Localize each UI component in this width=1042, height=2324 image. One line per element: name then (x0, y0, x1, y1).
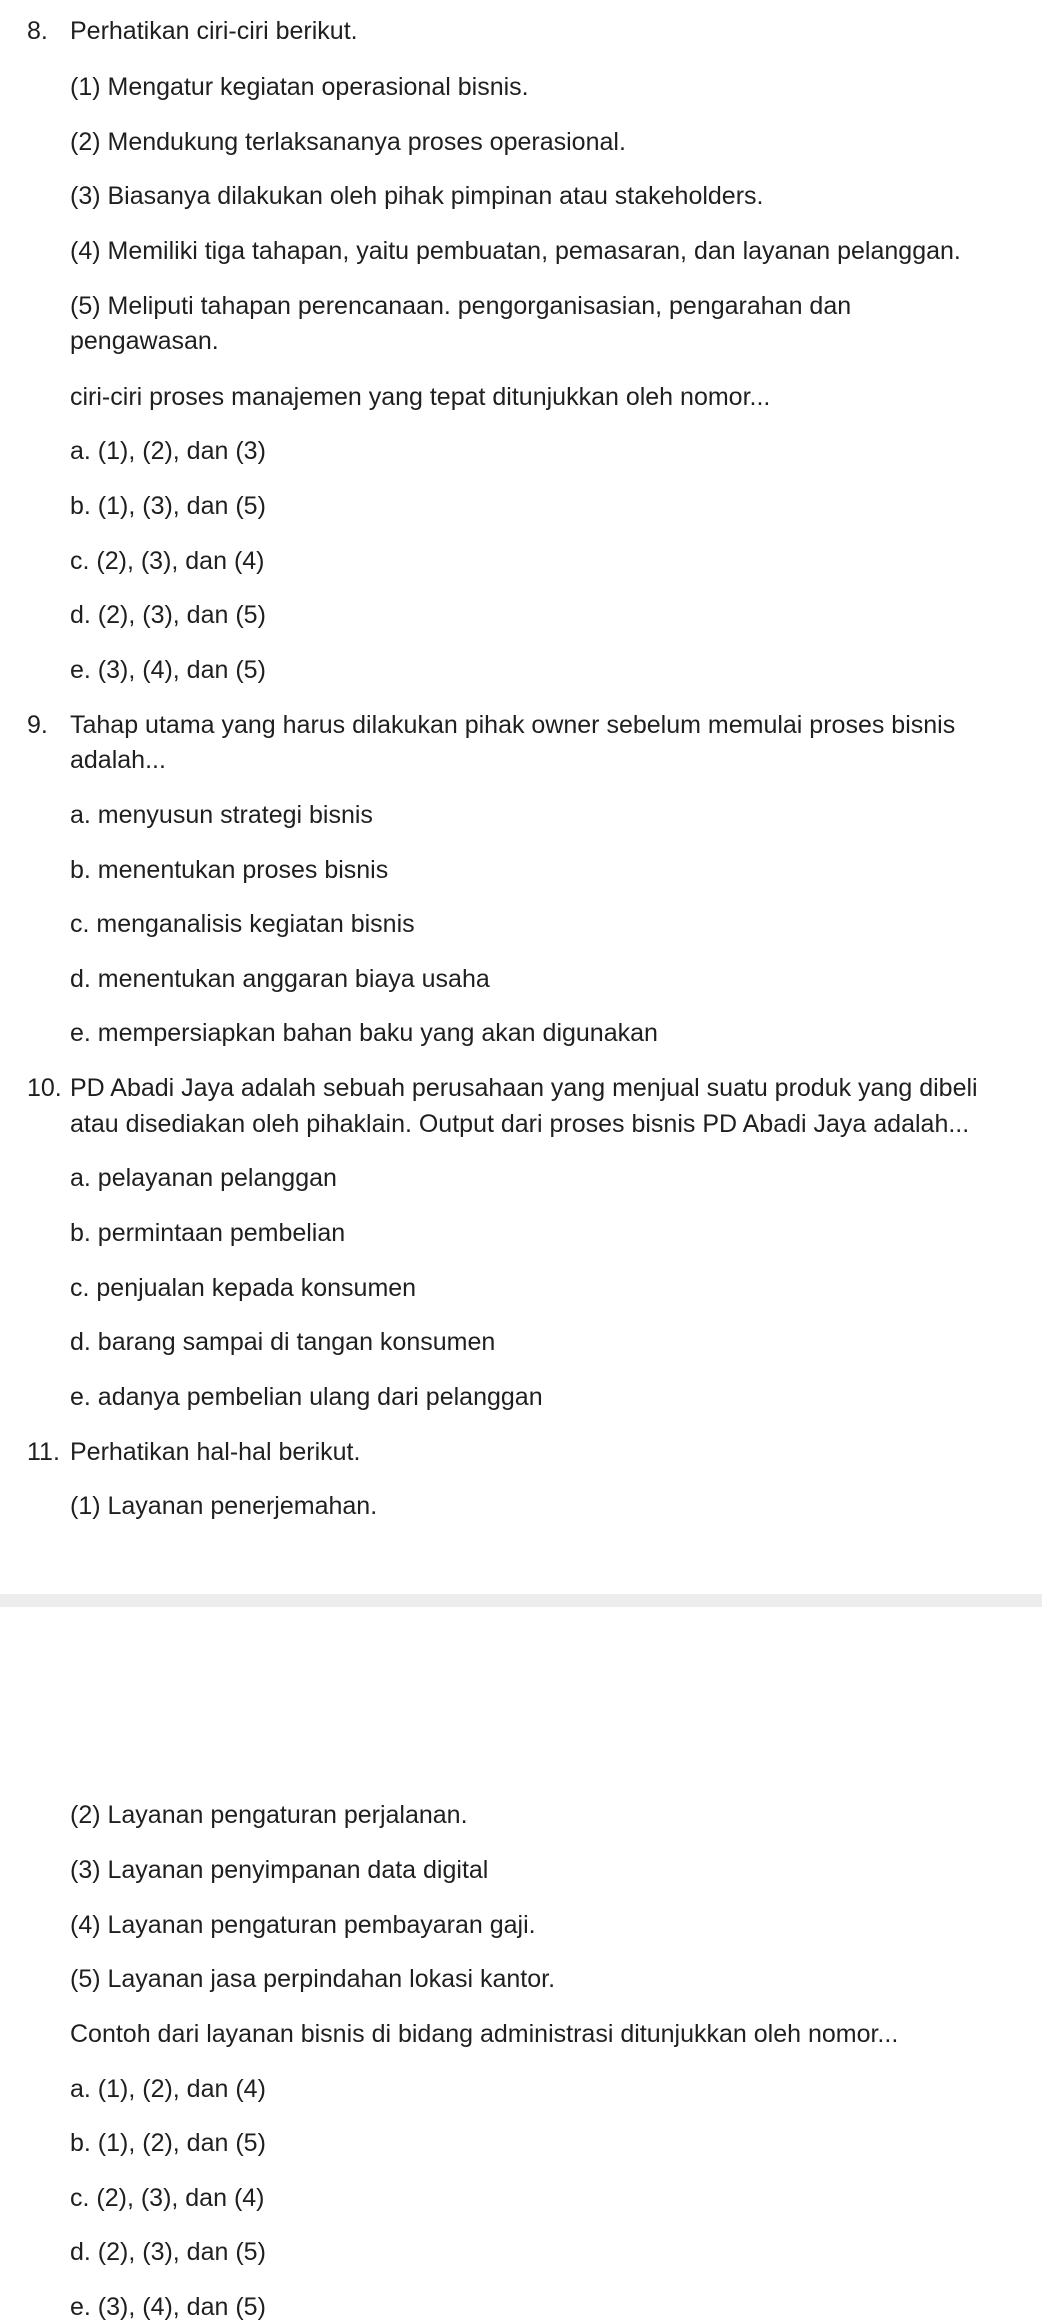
answer-option: a. (1), (2), dan (3) (70, 437, 266, 465)
question-number: 10. (27, 1074, 62, 1102)
answer-option: c. penjualan kepada konsumen (70, 1274, 417, 1302)
answer-option: e. mempersiapkan bahan baku yang akan digunakan (70, 1019, 658, 1047)
answer-option: b. (1), (3), dan (5) (70, 492, 266, 520)
statement: (3) Layanan penyimpanan data digital (70, 1856, 489, 1884)
question-number: 11. (27, 1438, 60, 1466)
answer-option: d. (2), (3), dan (5) (70, 601, 266, 629)
answer-option: c. (2), (3), dan (4) (70, 547, 265, 575)
answer-option: b. (1), (2), dan (5) (70, 2129, 266, 2157)
question-number: 9. (27, 711, 48, 739)
answer-option: e. (3), (4), dan (5) (70, 656, 266, 684)
statement-continuation: pengawasan. (70, 327, 219, 355)
section-divider (0, 1594, 1042, 1607)
answer-option: b. menentukan proses bisnis (70, 856, 389, 884)
answer-option: d. menentukan anggaran biaya usaha (70, 965, 490, 993)
statement: (4) Layanan pengaturan pembayaran gaji. (70, 1911, 536, 1939)
statement: (2) Mendukung terlaksananya proses operasional. (70, 128, 626, 156)
question-stem: Perhatikan ciri-ciri berikut. (70, 17, 358, 45)
statement: (4) Memiliki tiga tahapan, yaitu pembuatan, pemasaran, dan layanan pelanggan. (70, 237, 961, 265)
statement: (1) Layanan penerjemahan. (70, 1492, 378, 1520)
question-prompt: Contoh dari layanan bisnis di bidang administrasi ditunjukkan oleh nomor... (70, 2020, 899, 2048)
question-stem-continuation: adalah... (70, 746, 166, 774)
answer-option: a. pelayanan pelanggan (70, 1164, 337, 1192)
answer-option: a. (1), (2), dan (4) (70, 2075, 266, 2103)
statement: (1) Mengatur kegiatan operasional bisnis. (70, 73, 529, 101)
statement: (3) Biasanya dilakukan oleh pihak pimpinan atau stakeholders. (70, 182, 764, 210)
answer-option: b. permintaan pembelian (70, 1219, 346, 1247)
question-stem: Perhatikan hal-hal berikut. (70, 1438, 361, 1466)
statement: (2) Layanan pengaturan perjalanan. (70, 1801, 468, 1829)
question-prompt: ciri-ciri proses manajemen yang tepat ditunjukkan oleh nomor... (70, 383, 771, 411)
statement: (5) Layanan jasa perpindahan lokasi kantor. (70, 1965, 556, 1993)
question-stem: Tahap utama yang harus dilakukan pihak owner sebelum memulai proses bisnis (70, 711, 956, 739)
answer-option: e. (3), (4), dan (5) (70, 2293, 266, 2321)
answer-option: e. adanya pembelian ulang dari pelanggan (70, 1383, 543, 1411)
answer-option: a. menyusun strategi bisnis (70, 801, 373, 829)
statement: (5) Meliputi tahapan perencanaan. pengorganisasian, pengarahan dan (70, 292, 852, 320)
question-stem: PD Abadi Jaya adalah sebuah perusahaan yang menjual suatu produk yang dibeli (70, 1074, 978, 1102)
question-stem-continuation: atau disediakan oleh pihaklain. Output dari proses bisnis PD Abadi Jaya adalah... (70, 1110, 970, 1138)
answer-option: c. menganalisis kegiatan bisnis (70, 910, 415, 938)
question-number: 8. (27, 17, 48, 45)
answer-option: d. barang sampai di tangan konsumen (70, 1328, 496, 1356)
answer-option: d. (2), (3), dan (5) (70, 2238, 266, 2266)
answer-option: c. (2), (3), dan (4) (70, 2184, 265, 2212)
